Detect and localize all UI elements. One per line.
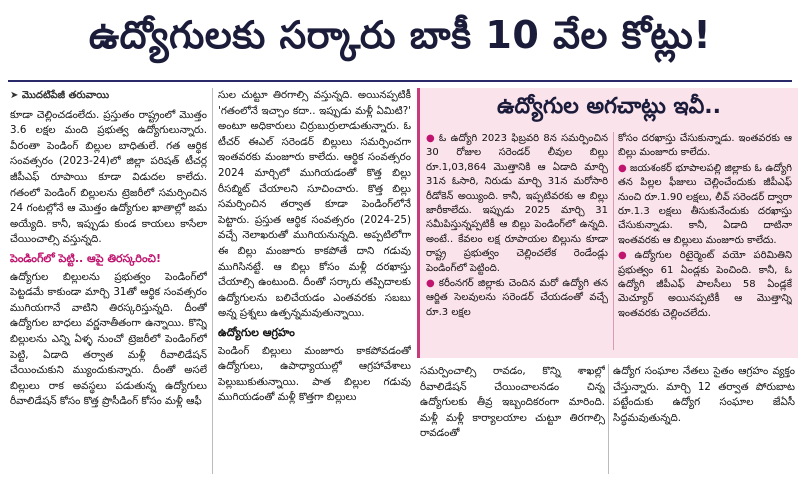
column-2-paragraph-2: పెండింగ్ బిల్లులు మంజూరు కాకపోవడంతో ఉద్యోగులు, ఉపాధ్యాయుల్లో ఆగ్రహావేశాలు పెల్లుబుకుతున్నాయి. పాత బిల్లుల గడువు ముగియడంతో మళ్లీ కొత్తగా బిల్లులు xyxy=(218,344,411,404)
column-1-paragraph-1: కూడా చెల్లించడంలేదు. ప్రస్తుతం రాష్ట్రంలో మొత్తం 3.6 లక్షల మంది ప్రభుత్వ ఉద్యోగులున్నారు. వీరంతా పెండింగ్ బిల్లుల బాధితులే. గత ఆర్థిక సంవత్సరం (2023-24)లో జిల్లా పరిషత్ టీచర్ల జీపీఎఫ్ రూపాయి కూడా విడుదల కాలేదు. గతంలో పెండింగ్ బిల్లులను ట్రెజరీలో సమర్పించిన 24 గంటల్లోనే ఆ మొత్తం ఉద్యోగుల ఖాతాల్లో జమ అయ్యేది. కానీ, ఇప్పుడు కుండ కాయలు కాసేలా చేయించాల్సి వస్తున్నది. xyxy=(10,108,207,246)
info-box-right-column xyxy=(618,132,792,354)
column-divider xyxy=(212,88,213,474)
column-3-paragraph: సమర్పించాల్సి రావడం, కొన్ని శాఖల్లో రీవాలిడేషన్ చేయించాలనడం చిన్న ఉద్యోగులకు తీవ్ర ఇబ్బందికరంగా మారింది. మళ్లీ మళ్లీ కార్యాలయాల చుట్టూ తిరగాల్సి రావడంతో xyxy=(420,365,605,440)
column-4-bottom xyxy=(613,364,795,476)
column-divider xyxy=(608,364,609,474)
info-box-title: ఉద్యోగుల అగచాట్లు ఇవీ.. xyxy=(497,94,721,119)
column-1 xyxy=(10,86,207,476)
headline-rule xyxy=(8,80,792,82)
info-box-divider xyxy=(613,132,614,350)
column-3-bottom xyxy=(420,364,605,476)
continued-kicker: ➤ మొదటిపేజీ తరువాయి xyxy=(10,90,110,101)
bullet-icon: ● xyxy=(618,250,632,262)
column-2-subheading: ఉద్యోగుల ఆగ్రహం xyxy=(218,325,295,339)
info-box-left-column xyxy=(426,132,608,354)
info-box-bullet: ● కరీంనగర్ జిల్లాకు చెందిన మరో ఉద్యోగి తన ఆర్జిత సెలవులను సరెండర్ చేయడంతో వచ్చే రూ.3 లక్షల xyxy=(426,278,608,318)
info-box-bullet: ● ఉద్యోగుల రిటైర్మెంట్ వయో పరిమితిని ప్రభుత్వం 61 ఏండ్లకు పెంచింది. కానీ, ఓ ఉద్యోగి జీపీఎఫ్ పాలసీలు 58 ఏండ్లకే మెచ్యూర్ అయినప్పటికీ ఆ మొత్తాన్ని ఇంతవరకు చెల్లించలేదు. xyxy=(618,250,792,319)
bullet-icon: ● xyxy=(618,162,628,174)
column-2 xyxy=(218,88,411,476)
column-1-paragraph-2: ఉద్యోగుల బిల్లులను ప్రభుత్వం పెండింగ్‌లో పెట్టడమే కాకుండా మార్చి 31తో ఆర్థిక సంవత్సరం ముగియగానే వాటిని తిరస్కరిస్తున్నది. దీంతో ఉద్యోగుల బాధలు వర్ణనాతీతంగా ఉన్నాయి. కొన్ని బిల్లులను ఎన్ని ఏళ్ళ నుంచో ట్రెజరీలో పెండింగ్‌లో పెట్టి, ఏడాది తర్వాత మళ్లీ రీవాలిడేషన్ చేయించుకుని మ్యుందుకున్నారు. దీంతో అసలే బిల్లులు రాక అవస్థలు పడుతున్న ఉద్యోగులు రీవాలిడేషన్‌ కోసం కొత్త ప్రొసీడింగ్ కోసం మళ్లీ ఆఫీ xyxy=(10,270,207,408)
bullet-icon: ● xyxy=(426,278,436,290)
column-2-paragraph-1: సుల చుట్టూ తిరగాల్సి వస్తున్నది. అయినప్పటికీ 'గతంలోనే ఇచ్చాం కదా.. ఇప్పుడు మళ్లీ ఏమిటి?' అంటూ అధికారులు చిర్రుబుర్రులాడుతున్నారు. ఓ టీచర్ ఈఎల్ సరెండర్ బిల్లులు సమర్పించగా ఇంతవరకు మంజూరు కాలేదు. ఆర్థిక సంవత్సరం 2024 మార్చిలో ముగియడంతో కొత్త బిల్లు రీసబ్మిట్ చేయాలని సూచించారు. కొత్త బిల్లు సమర్పించిన తర్వాత కూడా పెండింగ్‌లోనే పెట్టారు. ప్రస్తుత ఆర్థిక సంవత్సరం (2024-25) వచ్చే నెలాఖరుతో ముగియనున్నది. అప్పటిలోగా ఈ బిల్లు మంజూరు కాకపోతే దాని గడువు ముగిసినట్టే. ఆ బిల్లు కోసం మళ్లీ దరఖాస్తు చేయాల్సి ఉంటుంది. దీంతో సర్కారు తప్పిదాలకు ఉద్యోగులను బలిచేయడం ఎంతవరకు సబబు అన్న ప్రశ్నలు ఉత్పన్నమవుతున్నాయి. xyxy=(218,89,411,320)
info-box-right-top: కోసం దరఖాస్తు చేసుకున్నాడు. ఇంతవరకు ఆ బిల్లు మంజూరు కాలేదు. xyxy=(618,133,792,159)
bullet-icon: ● xyxy=(426,133,436,144)
info-box-bullet: ● ఓ ఉద్యోగి 2023 ఫిబ్రవరి 8న సమర్పించిన 30 రోజుల సరెండర్ లీవుల బిల్లు రూ.1,03,864 మొత్తానికి ఆ ఏడాది మార్చి 31న ఓసారి, నిరుడు మార్చి 31న మరోసారి రీడోకెన్ అయ్యింది. కానీ, ఇప్పటివరకు ఆ బిల్లు జారీకాలేదు. ఇప్పుడు 2025 మార్చి 31 సమీపిస్తున్నప్పటికీ ఆ బిల్లు పెండింగ్‌లో ఉన్నది. అంటే.. కేవలం లక్ష రూపాయల బిల్లును కూడా రాష్ట్ర ప్రభుత్వం చెల్లించలేక రెండేండ్లు పెండింగ్‌లో పెట్టింది. xyxy=(426,133,608,274)
headline: ఉద్యోగులకు సర్కారు బాకీ 10 వేల కోట్లు! xyxy=(88,13,712,57)
info-box xyxy=(417,88,798,358)
column-4-paragraph: ఉద్యోగ సంఘాల నేతలు సైతం ఆగ్రహం వ్యక్తం చేస్తున్నారు. మార్చి 12 తర్వాత పోరుబాట పట్టేందుకు ఉద్యోగ సంఘాల జేఏసీ సిద్ధమవుతున్నది. xyxy=(613,365,795,424)
info-box-bullet: ● జయశంకర్ భూపాలపల్లి జిల్లాకు ఓ ఉద్యోగి తన పిల్లల ఫీజులు చెల్లించేందుకు జీపీఎఫ్ నుంచి రూ.1.90 లక్షలు, లీవ్ సరెండర్ ద్వారా రూ.1.3 లక్షలు తీసుకునేందుకు దరఖాస్తు చేసుకున్నాడు. కానీ, ఏడాది దాటినా ఇంతవరకు ఆ బిల్లులు మంజూరు కాలేదు. xyxy=(618,162,792,246)
column-1-subheading: పెండింగ్‌లో పెట్టి.. ఆపై తిరస్కరించి! xyxy=(10,251,161,265)
